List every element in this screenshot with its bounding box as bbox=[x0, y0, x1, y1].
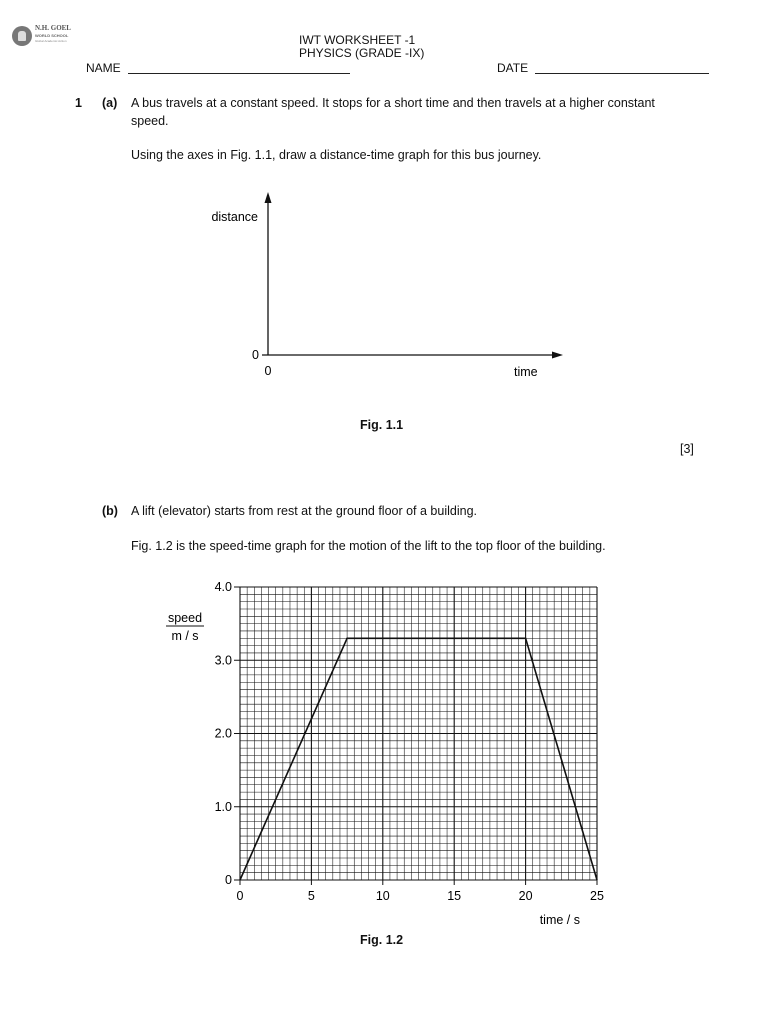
part-a-instruction: Using the axes in Fig. 1.1, draw a distance-time graph for this bus journey. bbox=[131, 148, 542, 162]
fig12-x-tick-label: 0 bbox=[236, 889, 244, 903]
fig12-x-tick-label: 15 bbox=[447, 889, 462, 903]
fig12-y-label-bottom: m / s bbox=[171, 629, 199, 643]
part-a-marks: [3] bbox=[680, 442, 694, 456]
fig12-x-tick-label: 20 bbox=[518, 889, 533, 903]
logo-subtitle: WORLD SCHOOL bbox=[35, 33, 69, 38]
worksheet-subject: PHYSICS (GRADE -IX) bbox=[299, 46, 425, 60]
fig12-tick-labels bbox=[215, 580, 604, 903]
fig12-y-tick-label: 4.0 bbox=[214, 580, 232, 594]
logo-tagline: Global Academic Action bbox=[35, 39, 67, 43]
fig11-x-zero: 0 bbox=[264, 364, 272, 378]
fig12-ticks bbox=[234, 587, 597, 885]
fig12-y-label-top: speed bbox=[167, 611, 203, 625]
fig11-y-zero: 0 bbox=[252, 348, 259, 362]
logo-name: N.H. GOEL bbox=[35, 24, 71, 32]
fig-1-1-caption: Fig. 1.1 bbox=[360, 418, 404, 432]
fig12-x-tick-label: 25 bbox=[590, 889, 604, 903]
fig12-x-label: time / s bbox=[539, 913, 580, 927]
fig11-y-arrow-icon bbox=[265, 192, 272, 203]
fig-1-1-chart bbox=[0, 0, 768, 440]
fig11-x-label: time bbox=[514, 365, 538, 379]
part-b-instruction: Fig. 1.2 is the speed-time graph for the motion of the lift to the top floor of the building. bbox=[131, 539, 606, 553]
fig12-y-tick-label: 3.0 bbox=[214, 653, 232, 668]
fig12-x-tick-label: 10 bbox=[375, 889, 390, 903]
fig-1-2-caption: Fig. 1.2 bbox=[360, 933, 404, 947]
fig12-x-tick-label: 5 bbox=[307, 889, 315, 903]
question-number: 1 bbox=[75, 96, 82, 110]
part-b-label: (b) bbox=[102, 504, 118, 518]
part-a-text-line1: A bus travels at a constant speed. It stops for a short time and then travels at a higher constant bbox=[131, 96, 655, 110]
fig12-y-tick-label: 2.0 bbox=[214, 726, 232, 741]
fig12-grid bbox=[240, 587, 597, 880]
name-label: NAME bbox=[86, 61, 121, 75]
date-label: DATE bbox=[497, 61, 529, 75]
fig11-y-label: distance bbox=[211, 210, 258, 224]
part-a-text-line2: speed. bbox=[131, 114, 169, 128]
part-b-text: A lift (elevator) starts from rest at the ground floor of a building. bbox=[131, 504, 477, 518]
worksheet-title: IWT WORKSHEET -1 bbox=[299, 33, 416, 47]
fig12-y-tick-label: 1.0 bbox=[214, 799, 232, 814]
fig12-y-tick-label: 0 bbox=[225, 873, 232, 887]
fig11-x-arrow-icon bbox=[552, 352, 563, 359]
fig-1-2-chart bbox=[0, 560, 768, 950]
part-a-label: (a) bbox=[102, 96, 118, 110]
